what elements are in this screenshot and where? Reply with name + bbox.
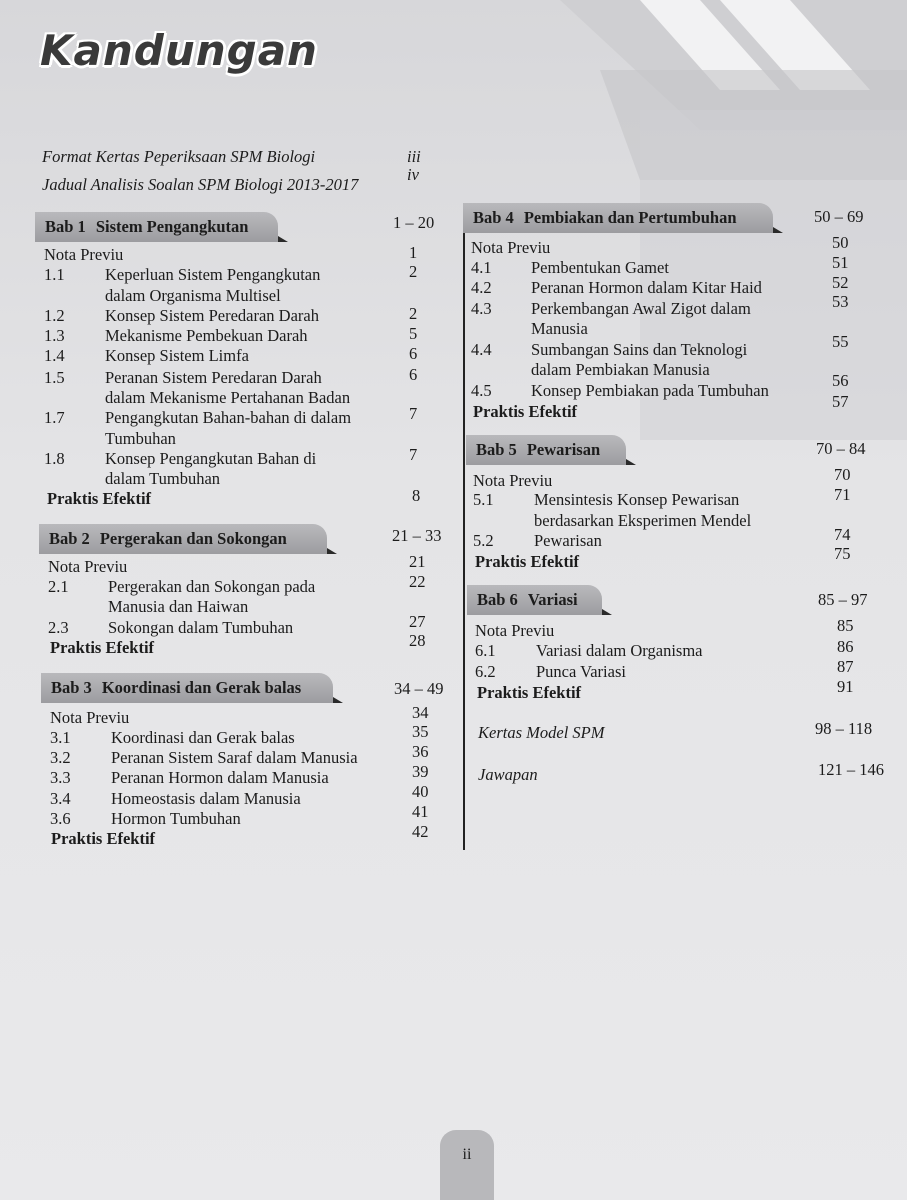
chapter-number: Bab 5 xyxy=(476,440,517,459)
entry-text: Nota Previu xyxy=(471,238,551,257)
entry-number: 1.3 xyxy=(44,326,65,345)
entry-text: Homeostasis dalam Manusia xyxy=(111,789,301,808)
chapter-header xyxy=(41,673,333,703)
entry-number: 1.1 xyxy=(44,265,65,284)
praktis-efektif: Praktis Efektif xyxy=(50,638,155,657)
entry-text: Konsep Sistem Peredaran Darah xyxy=(105,306,319,325)
entry-number: 4.2 xyxy=(471,278,492,297)
page-number-text: ii xyxy=(462,1146,472,1163)
chapter-page-range: 21 – 33 xyxy=(392,526,442,545)
entry-page: 42 xyxy=(412,822,429,841)
page-number xyxy=(440,1130,494,1200)
entry-page: 27 xyxy=(409,612,426,631)
praktis-efektif: Praktis Efektif xyxy=(47,489,152,508)
entry-text: Koordinasi dan Gerak balas xyxy=(111,728,295,747)
entry-text: Hormon Tumbuhan xyxy=(111,809,241,828)
page-title: Kandungan xyxy=(40,26,318,75)
entry-text: Konsep Pembiakan pada Tumbuhan xyxy=(531,381,769,400)
entry-page: 70 xyxy=(834,465,851,484)
entry-text: Nota Previu xyxy=(473,471,553,490)
chapter-number: Bab 1 xyxy=(45,217,86,236)
entry-page: 7 xyxy=(409,445,418,464)
chapter-title: Pembiakan dan Pertumbuhan xyxy=(523,208,737,227)
entry-page: 56 xyxy=(832,371,849,390)
entry-page: 91 xyxy=(837,677,854,696)
entry-page: 40 xyxy=(412,782,429,801)
entry-number: 1.2 xyxy=(44,306,65,325)
entry-number: 6.2 xyxy=(475,662,496,681)
entry-text: Mekanisme Pembekuan Darah xyxy=(105,326,308,345)
entry-number: 5.1 xyxy=(473,490,494,509)
chapter-header xyxy=(39,524,327,554)
chapter-header xyxy=(466,435,626,465)
entry-text: Sokongan dalam Tumbuhan xyxy=(108,618,294,637)
praktis-efektif: Praktis Efektif xyxy=(473,402,578,421)
chapter-header xyxy=(35,212,278,242)
chapter-page-range: 50 – 69 xyxy=(814,207,864,226)
entry-number: 5.2 xyxy=(473,531,494,550)
entry-number: 3.3 xyxy=(50,768,71,787)
entry-page: 74 xyxy=(834,525,851,544)
entry-page: 2 xyxy=(409,304,418,323)
chapter-title: Pewarisan xyxy=(526,440,601,459)
entry-number: 4.4 xyxy=(471,340,492,359)
entry-text-continued: dalam Mekanisme Pertahanan Badan xyxy=(105,388,351,407)
entry-page: 41 xyxy=(412,802,429,821)
entry-text-continued: dalam Organisma Multisel xyxy=(105,286,281,305)
entry-page: 22 xyxy=(409,572,426,591)
entry-page: 86 xyxy=(837,637,854,656)
entry-text-continued: berdasarkan Eksperimen Mendel xyxy=(534,511,752,530)
entry-text-continued: dalam Tumbuhan xyxy=(105,469,221,488)
entry-page: 55 xyxy=(832,332,849,351)
list-item xyxy=(44,245,123,265)
chapter-header xyxy=(467,585,602,615)
entry-number: 1.4 xyxy=(44,346,65,365)
entry-page: 8 xyxy=(412,486,421,505)
front-matter-item xyxy=(42,147,315,167)
entry-page: 5 xyxy=(409,324,418,343)
back-matter-label: Jawapan xyxy=(478,765,538,784)
entry-number: 2.3 xyxy=(48,618,69,637)
chapter-title: Variasi xyxy=(527,590,578,609)
chapter-number: Bab 6 xyxy=(477,590,518,609)
front-matter-label: Format Kertas Peperiksaan SPM Biologi xyxy=(42,147,316,166)
entry-page: 7 xyxy=(409,404,418,423)
entry-page: 36 xyxy=(412,742,429,761)
chapter-number: Bab 2 xyxy=(49,529,90,548)
chapter-number: Bab 3 xyxy=(51,678,92,697)
entry-page: 34 xyxy=(412,703,429,722)
back-matter-page: 121 – 146 xyxy=(818,760,884,779)
entry-page: 28 xyxy=(409,631,426,650)
entry-text: Konsep Sistem Limfa xyxy=(105,346,249,365)
entry-text: Punca Variasi xyxy=(536,662,626,681)
entry-page: 57 xyxy=(832,392,849,411)
entry-text: Peranan Hormon dalam Kitar Haid xyxy=(531,278,762,297)
entry-text: Keperluan Sistem Pengangkutan xyxy=(105,265,321,284)
entry-page: 53 xyxy=(832,292,849,311)
entry-text: Pergerakan dan Sokongan pada xyxy=(108,577,316,596)
entry-text: Peranan Sistem Saraf dalam Manusia xyxy=(111,748,358,767)
chapter-page-range: 1 – 20 xyxy=(393,213,435,232)
entry-text: Nota Previu xyxy=(44,245,124,264)
entry-text: Mensintesis Konsep Pewarisan xyxy=(534,490,740,509)
chapter-title: Koordinasi dan Gerak balas xyxy=(101,678,302,697)
entry-page: 85 xyxy=(837,616,854,635)
chapter-header xyxy=(463,203,773,233)
entry-page: 87 xyxy=(837,657,854,676)
chapter-page-range: 85 – 97 xyxy=(818,590,868,609)
chapter-title: Sistem Pengangkutan xyxy=(95,217,249,236)
entry-text: Konsep Pengangkutan Bahan di xyxy=(105,449,317,468)
entry-text-continued: Manusia dan Haiwan xyxy=(108,597,249,616)
front-matter-label: Jadual Analisis Soalan SPM Biologi 2013-2017 xyxy=(42,175,359,194)
chapter-title: Pergerakan dan Sokongan xyxy=(99,529,287,548)
entry-page: 6 xyxy=(409,365,418,384)
entry-number: 4.3 xyxy=(471,299,492,318)
chapter-number: Bab 4 xyxy=(473,208,514,227)
entry-number: 3.4 xyxy=(50,789,71,808)
entry-page: 52 xyxy=(832,273,849,292)
entry-number: 1.7 xyxy=(44,408,65,427)
entry-text: Pengangkutan Bahan-bahan di dalam xyxy=(105,408,352,427)
front-matter-page: iii xyxy=(407,147,421,166)
entry-text: Pembentukan Gamet xyxy=(531,258,669,277)
entry-number: 3.1 xyxy=(50,728,71,747)
entry-text-continued: Manusia xyxy=(531,319,588,338)
entry-number: 1.8 xyxy=(44,449,65,468)
entry-page: 6 xyxy=(409,344,418,363)
entry-text: Perkembangan Awal Zigot dalam xyxy=(531,299,751,318)
entry-number: 4.1 xyxy=(471,258,492,277)
entry-page: 50 xyxy=(832,233,849,252)
entry-page: 35 xyxy=(412,722,429,741)
entry-page: 75 xyxy=(834,544,851,563)
entry-page: 39 xyxy=(412,762,429,781)
front-matter-item xyxy=(42,175,358,195)
entry-text-continued: dalam Pembiakan Manusia xyxy=(531,360,710,379)
entry-number: 4.5 xyxy=(471,381,492,400)
entry-number: 3.6 xyxy=(50,809,71,828)
entry-text: Peranan Hormon dalam Manusia xyxy=(111,768,329,787)
entry-text: Nota Previu xyxy=(48,557,128,576)
entry-number: 3.2 xyxy=(50,748,71,767)
chapter-page-range: 34 – 49 xyxy=(394,679,444,698)
entry-text: Pewarisan xyxy=(534,531,602,550)
entry-page: 2 xyxy=(409,262,418,281)
entry-number: 1.5 xyxy=(44,368,65,387)
entry-number: 2.1 xyxy=(48,577,69,596)
back-matter-page: 98 – 118 xyxy=(815,719,873,738)
entry-page: 1 xyxy=(409,243,418,262)
entry-page: 21 xyxy=(409,552,426,571)
praktis-efektif: Praktis Efektif xyxy=(51,829,156,848)
chapter-page-range: 70 – 84 xyxy=(816,439,866,458)
column-divider xyxy=(463,204,465,850)
praktis-efektif: Praktis Efektif xyxy=(477,683,582,702)
entry-page: 71 xyxy=(834,485,851,504)
entry-text: Peranan Sistem Peredaran Darah xyxy=(105,368,322,387)
entry-number: 6.1 xyxy=(475,641,496,660)
entry-text: Sumbangan Sains dan Teknologi xyxy=(531,340,748,359)
entry-text: Variasi dalam Organisma xyxy=(536,641,703,660)
entry-page: 51 xyxy=(832,253,849,272)
front-matter-page: iv xyxy=(407,165,419,184)
praktis-efektif: Praktis Efektif xyxy=(475,552,580,571)
entry-text: Nota Previu xyxy=(50,708,130,727)
entry-text: Nota Previu xyxy=(475,621,555,640)
list-item xyxy=(44,265,65,285)
back-matter-label: Kertas Model SPM xyxy=(478,723,605,742)
entry-text-continued: Tumbuhan xyxy=(105,429,176,448)
